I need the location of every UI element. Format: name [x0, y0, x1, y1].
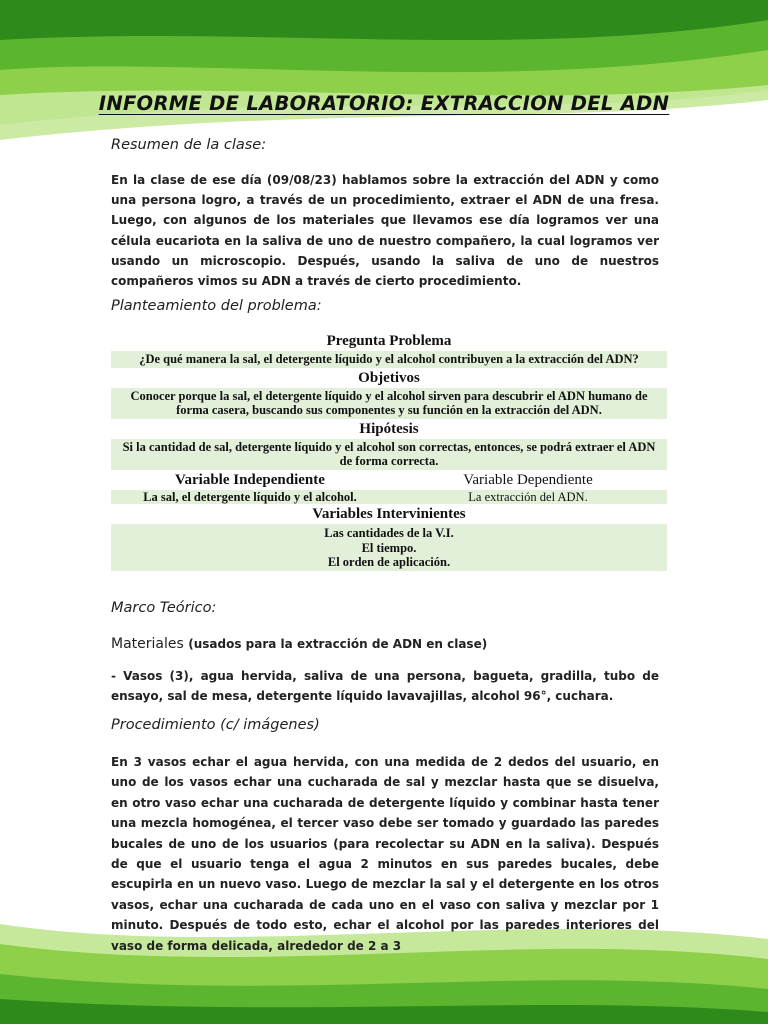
variables-intervinientes-title: Variables Intervinientes	[312, 506, 466, 522]
materiales-line	[111, 636, 487, 652]
variable-independiente-title: Variable Independiente	[175, 471, 325, 488]
page-title: INFORME DE LABORATORIO: EXTRACCION DEL ADN	[98, 92, 670, 115]
variable-dependiente-title: Variable Dependiente	[463, 471, 593, 488]
problem-table	[111, 331, 667, 571]
variable-dependiente-text: La extracción del ADN.	[468, 489, 588, 504]
resumen-paragraph: En la clase de ese día (09/08/23) hablamos sobre la extracción del ADN y como una persona logro, a través de un procedimiento, extraer el ADN de una fresa. Luego, con algunos de los materiales que llevamos ese día logramos ver una célula eucariota en la saliva de uno de nuestro compañero, la cual logramos ver usando un microscopio. Después, usando la saliva de uno de nuestros compañeros vimos su ADN a través de cierto procedimiento.	[111, 173, 659, 289]
procedimiento-heading: Procedimiento (c/ imágenes)	[111, 717, 320, 733]
variables-header-row	[111, 470, 667, 490]
resumen-heading: Resumen de la clase:	[111, 137, 267, 153]
marco-teorico-heading: Marco Teórico:	[111, 600, 217, 616]
materiales-label: Materiales	[111, 636, 184, 652]
variables-value-row	[111, 490, 667, 505]
variables-intervinientes-list	[111, 524, 667, 571]
planteamiento-heading: Planteamiento del problema:	[111, 298, 322, 314]
variable-independiente-text: La sal, el detergente líquido y el alcohol.	[143, 489, 357, 504]
interviniente-item: El orden de aplicación.	[327, 555, 451, 569]
objetivos-title: Objetivos	[358, 369, 420, 386]
materiales-note: (usados para la extracción de ADN en clase)	[188, 637, 488, 651]
pregunta-problema-title: Pregunta Problema	[326, 333, 452, 349]
hipotesis-title: Hipótesis	[359, 420, 419, 437]
materiales-list: - Vasos (3), agua hervida, saliva de una persona, bagueta, gradilla, tubo de ensayo, sal de mesa, detergente líquido lavavajillas, alcohol 96°, cuchara.	[111, 669, 659, 703]
procedimiento-paragraph: En 3 vasos echar el agua hervida, con una medida de 2 dedos del usuario, en uno de los vasos echar una cucharada de sal y mezclar hasta que se disuelva, en otro vaso echar una cucharada de detergente líquido y combinar hasta tener una mezcla homogénea, el tercer vaso debe ser tomado y guardado las paredes bucales de uno de los usuarios (para recolectar su ADN en la saliva). Después de que el usuario tenga el agua 2 minutos en sus paredes bucales, debe escupirla en un nuevo vaso. Luego de mezclar la sal y el detergente en los otros vasos, echar una cucharada de cada uno en el vaso con saliva y mezclar por 1 minuto. Después de todo esto, echar el alcohol por las paredes interiores del vaso de forma delicada, alrededor de 2 a 3	[111, 755, 659, 953]
interviniente-item: El tiempo.	[361, 540, 417, 555]
hipotesis-text: Si la cantidad de sal, detergente líquido y el alcohol son correctas, entonces, se podrá extraer el ADN de forma correcta.	[111, 439, 667, 470]
interviniente-item: Las cantidades de la V.I.	[324, 526, 454, 540]
objetivos-text: Conocer porque la sal, el detergente líquido y el alcohol sirven para descubrir el ADN humano de forma casera, buscando sus componentes y su función en la extracción del ADN.	[111, 388, 667, 419]
pregunta-problema-text: ¿De qué manera la sal, el detergente líquido y el alcohol contribuyen a la extracción del ADN?	[111, 351, 667, 368]
